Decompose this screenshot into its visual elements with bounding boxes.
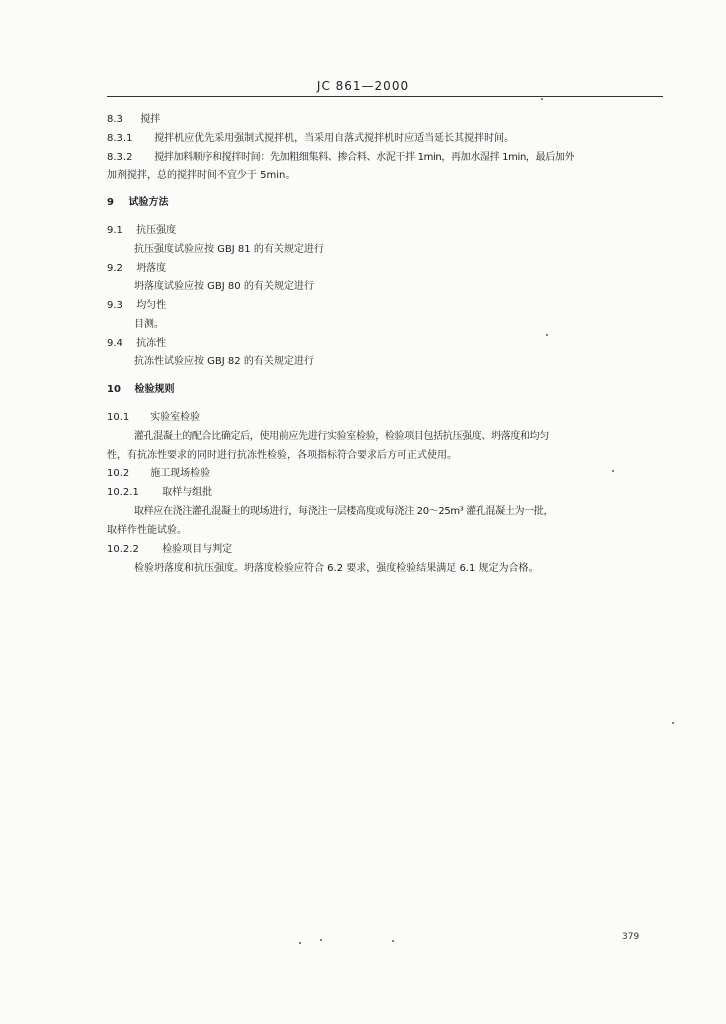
header-rule bbox=[107, 96, 663, 97]
scan-speck bbox=[392, 940, 394, 942]
section-9-2-heading bbox=[107, 262, 166, 276]
paragraph-line: 取样作性能试验。 bbox=[107, 525, 187, 536]
scan-speck bbox=[546, 334, 548, 336]
section-title: 检验项目与判定 bbox=[162, 544, 233, 555]
document-header bbox=[0, 79, 726, 93]
section-9-heading bbox=[107, 196, 168, 210]
section-title: 搅拌 bbox=[140, 114, 161, 125]
section-10-heading bbox=[107, 383, 174, 397]
paragraph-line: 搅拌加料顺序和搅拌时间：先加粗细集料、掺合料、水泥干拌 1min，再加水湿拌 1min，最后加外 bbox=[154, 152, 575, 163]
section-number: 9.2 bbox=[107, 263, 123, 274]
section-number: 10.2.2 bbox=[107, 544, 139, 555]
section-title: 试验方法 bbox=[128, 197, 169, 208]
section-10-1-heading bbox=[107, 411, 200, 425]
section-title: 取样与组批 bbox=[162, 487, 213, 498]
section-number: 10 bbox=[107, 384, 121, 395]
section-title: 均匀性 bbox=[136, 300, 167, 311]
section-number: 8.3 bbox=[107, 114, 123, 125]
paragraph-text: 坍落度试验应按 GBJ 80 的有关规定进行 bbox=[134, 281, 314, 292]
section-8-3-2 bbox=[107, 151, 574, 165]
section-9-1-heading bbox=[107, 224, 176, 238]
section-10-2-heading bbox=[107, 467, 210, 481]
section-title: 实验室检验 bbox=[150, 412, 201, 423]
paragraph-line: 加剂搅拌，总的搅拌时间不宜少于 5min。 bbox=[107, 170, 296, 181]
section-number: 9.4 bbox=[107, 338, 123, 349]
section-number: 9.3 bbox=[107, 300, 123, 311]
section-title: 坍落度 bbox=[136, 263, 167, 274]
section-number: 9 bbox=[107, 197, 114, 208]
scan-speck bbox=[299, 942, 301, 944]
section-number: 8.3.2 bbox=[107, 152, 133, 163]
section-10-2-1-heading bbox=[107, 486, 212, 500]
section-title: 抗压强度 bbox=[136, 225, 177, 236]
section-title: 检验规则 bbox=[134, 384, 175, 395]
standard-code: JC 861—2000 bbox=[316, 79, 410, 93]
page-number: 379 bbox=[622, 932, 640, 942]
paragraph-text: 目测。 bbox=[134, 319, 164, 330]
section-8-3-1 bbox=[107, 132, 514, 146]
paragraph-line: 灌孔混凝土的配合比确定后，使用前应先进行实验室检验，检验项目包括抗压强度、坍落度和均匀 bbox=[134, 431, 549, 442]
section-number: 10.1 bbox=[107, 412, 130, 423]
section-10-2-2-heading bbox=[107, 543, 232, 557]
section-title: 抗冻性 bbox=[136, 338, 167, 349]
section-8-3-heading bbox=[107, 113, 160, 127]
paragraph-text: 检验坍落度和抗压强度。坍落度检验应符合 6.2 要求，强度检验结果满足 6.1 规定为合格。 bbox=[134, 563, 539, 574]
paragraph-line: 取样应在浇注灌孔混凝土的现场进行，每浇注一层楼高度或每浇注 20～25m³ 灌孔混凝土为一批， bbox=[134, 506, 554, 517]
section-number: 10.2.1 bbox=[107, 487, 139, 498]
section-number: 10.2 bbox=[107, 468, 130, 479]
section-number: 9.1 bbox=[107, 225, 123, 236]
paragraph-line: 性，有抗冻性要求的同时进行抗冻性检验，各项指标符合要求后方可正式使用。 bbox=[107, 450, 457, 461]
scan-speck bbox=[612, 470, 614, 472]
scan-speck bbox=[541, 98, 543, 100]
section-9-4-heading bbox=[107, 337, 166, 351]
paragraph-text: 抗压强度试验应按 GBJ 81 的有关规定进行 bbox=[134, 244, 324, 255]
scan-speck bbox=[320, 939, 322, 941]
scan-speck bbox=[672, 722, 674, 724]
paragraph-text: 抗冻性试验应按 GBJ 82 的有关规定进行 bbox=[134, 356, 314, 367]
section-number: 8.3.1 bbox=[107, 133, 133, 144]
section-title: 施工现场检验 bbox=[150, 468, 211, 479]
paragraph-text: 搅拌机应优先采用强制式搅拌机，当采用自落式搅拌机时应适当延长其搅拌时间。 bbox=[154, 133, 515, 144]
section-9-3-heading bbox=[107, 299, 166, 313]
